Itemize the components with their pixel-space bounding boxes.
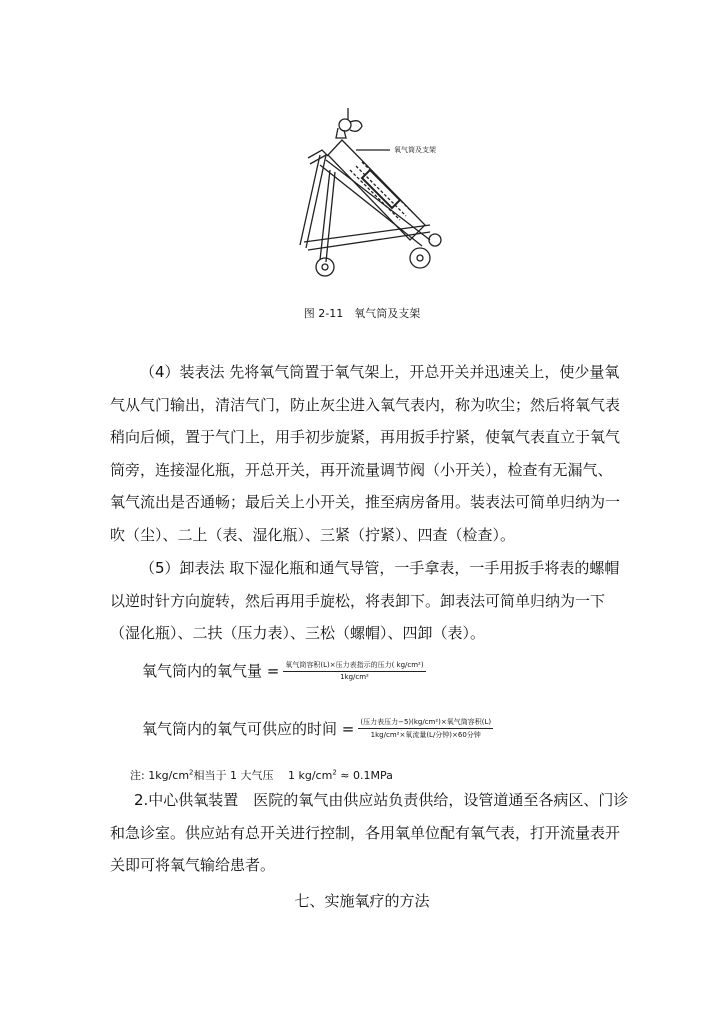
- formula-denominator: 1kg/cm²: [340, 673, 369, 681]
- text-line: 氧气流出是否通畅；最后关上小开关，推至病房备用。装表法可简单归纳为一: [110, 493, 621, 511]
- formula-fraction: [283, 660, 425, 681]
- formula-fraction: [358, 717, 493, 740]
- text-line: 气从气门输出，清洁气门，防止灰尘进入氧气表内，称为吹尘；然后将氧气表: [110, 395, 621, 414]
- note-text: ≈ 0.1MPa: [336, 769, 393, 782]
- formula-numerator: 氧气筒容积(L)×压力表指示的压力( kg/cm²): [283, 660, 425, 672]
- text-line: （4）装表法 先将氧气筒置于氧气架上，开总开关并迅速关上，使少量氧: [140, 363, 620, 381]
- text-line: 稍向后倾，置于气门上，用手初步旋紧，再用扳手拧紧，使氧气表直立于氧气: [110, 428, 621, 446]
- note-superscript: 2: [332, 768, 337, 777]
- figure-label: 氧气筒及支架: [394, 146, 436, 154]
- paragraph-central-oxygen: [110, 784, 629, 882]
- paragraph-install-gauge: [110, 356, 621, 551]
- formula-lhs: 氧气筒内的氧气可供应的时间 =: [142, 720, 355, 738]
- note-prefix: 注:: [130, 769, 145, 782]
- paragraph-remove-gauge: [110, 552, 620, 650]
- oxygen-amount-formula: [142, 660, 426, 681]
- note-text: 相当于 1 大气压 1 kg/cm: [193, 769, 333, 782]
- text-line: 2.中心供氧装置 医院的氧气由供应站负责供给，设管道通至各病区、门诊: [134, 791, 629, 809]
- note-superscript: 2: [189, 768, 194, 777]
- oxygen-cylinder-drawing: [290, 100, 460, 285]
- oxygen-supply-time-formula: [142, 717, 493, 740]
- formula-lhs: 氧气筒内的氧气量 =: [142, 662, 280, 680]
- text-line: 以逆时针方向旋转，然后再用手旋松，将表卸下。卸表法可简单归纳为一下: [110, 591, 606, 610]
- text-line: 吹（尘）、二上（表、湿化瓶）、三紧（拧紧）、四查（检查）。: [110, 525, 516, 544]
- text-line: （湿化瓶）、二扶（压力表）、三松（螺帽）、四卸（表）。: [110, 624, 486, 642]
- formula-numerator: (压力表压力−5)(kg/cm²)×氧气筒容积(L): [358, 717, 493, 729]
- figure-caption: 图 2-11 氧气筒及支架: [303, 307, 421, 320]
- unit-note: [130, 767, 393, 783]
- formula-denominator: 1kg/cm²×氧流量(L/分钟)×60分钟: [370, 731, 481, 739]
- text-line: 筒旁，连接湿化瓶，开总开关，再开流量调节阀（小开关），检查有无漏气、: [110, 460, 613, 479]
- oxygen-cylinder-figure: [290, 100, 460, 285]
- text-line: （5）卸表法 取下湿化瓶和通气导管，一手拿表，一手用扳手将表的螺帽: [140, 559, 620, 577]
- section-title: 七、实施氧疗的方法: [294, 892, 430, 910]
- text-line: 关即可将氧气输给患者。: [110, 856, 276, 874]
- text-line: 和急诊室。供应站有总开关进行控制，各用氧单位配有氧气表，打开流量表开: [110, 823, 621, 842]
- note-text: 1kg/cm: [148, 769, 190, 782]
